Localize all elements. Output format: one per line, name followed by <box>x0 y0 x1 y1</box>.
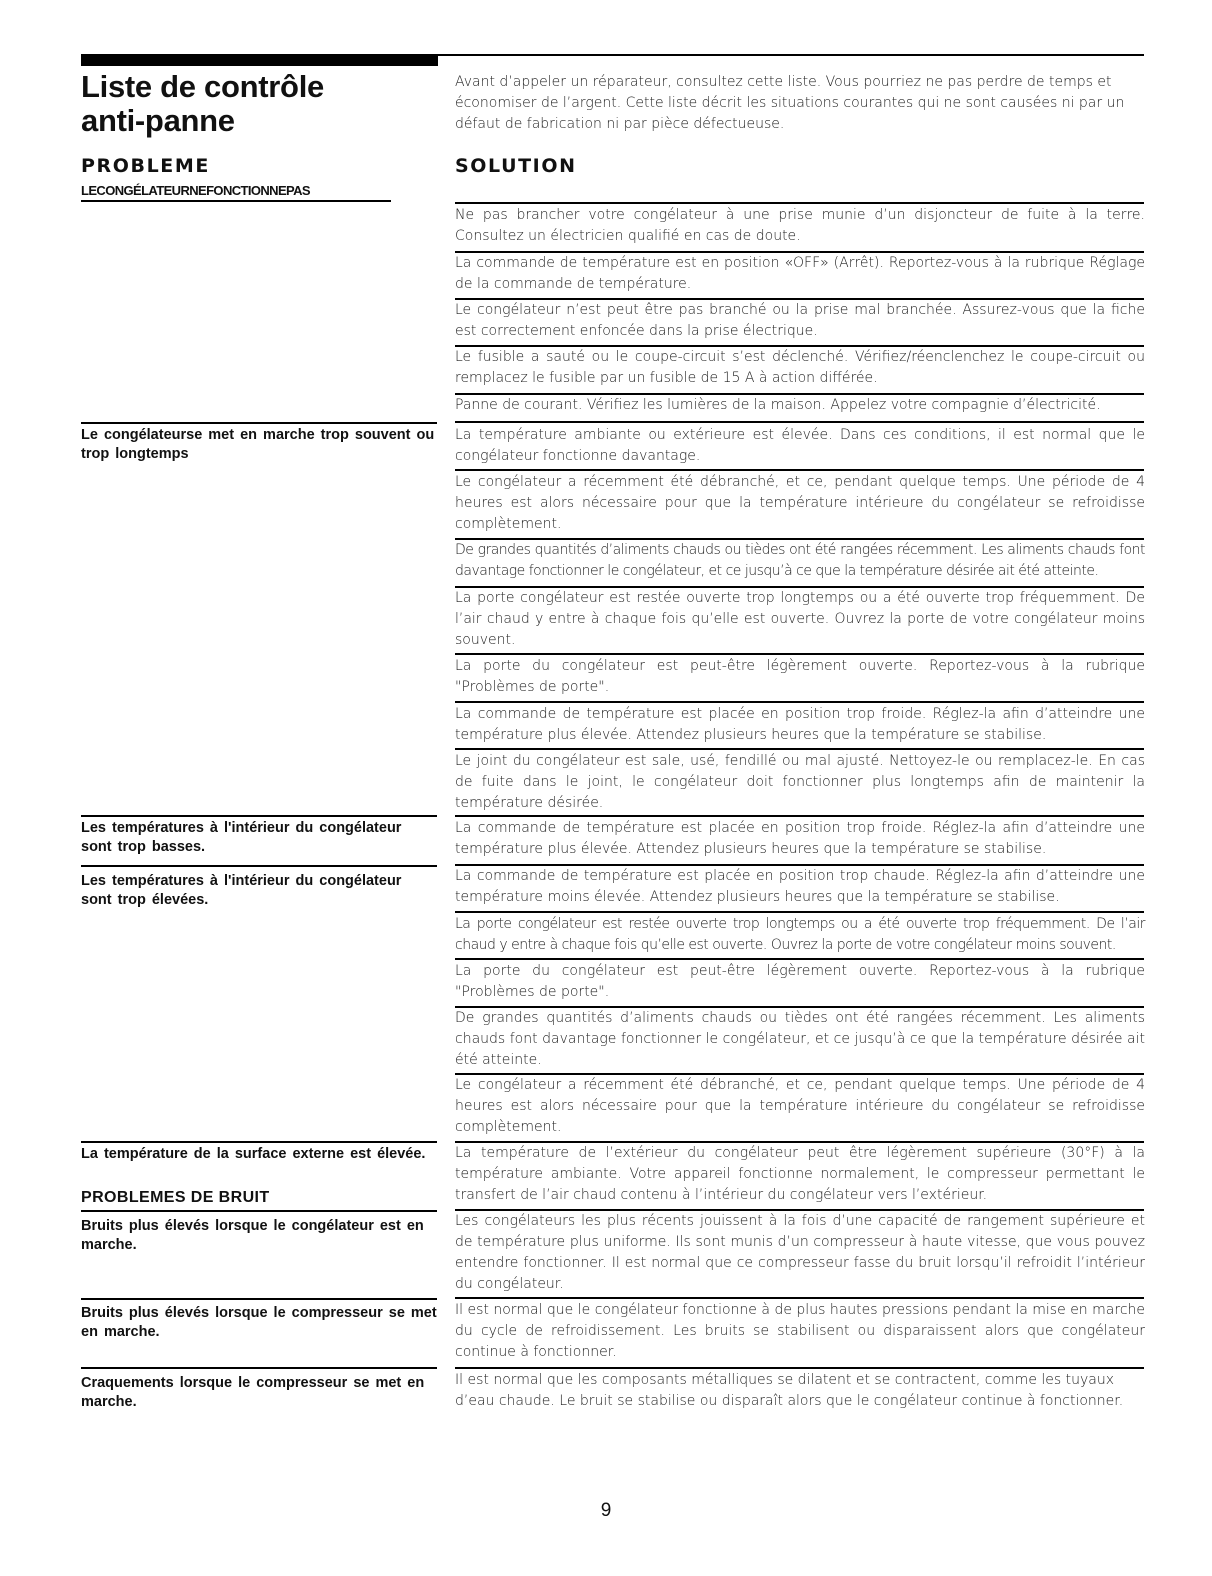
page-number: 9 <box>600 1500 612 1521</box>
problem-item-noise-compressor-start: Bruits plus élevés lorsque le compresseur se met en marche. <box>81 1305 437 1340</box>
solution-divider <box>455 815 1144 817</box>
solution-item: La commande de température est placée en position trop froide. Réglez-la afin d’atteindre une température plus élevée. Attendez plusieurs heures que la température se stabilise. <box>455 706 1145 743</box>
solution-divider <box>455 653 1144 655</box>
solution-item: La commande de température est placée en position trop froide. Réglez-la afin d’atteindre une température plus élevée. Attendez plusieurs heures que la température se stabilise. <box>455 820 1145 857</box>
problem-divider <box>81 422 437 424</box>
solution-item: Le fusible a sauté ou le coupe-circuit s’est déclenché. Vérifiez/réenclenchez le coupe-circuit ou remplacez le fusible par un fusible de 15 A à action différée. <box>455 349 1145 386</box>
section-heading-not-working: LECONGÉLATEURNEFONCTIONNEPAS <box>81 183 311 198</box>
solution-divider <box>455 958 1144 960</box>
solution-item: Le congélateur a récemment été débranché, et ce, pendant quelque temps. Une période de 4 heures est alors nécessaire pour que la température intérieure du congélateur se refroidisse complètement. <box>455 1077 1145 1135</box>
solution-item: Le joint du congélateur est sale, usé, fendillé ou mal ajusté. Nettoyez-le ou remplacez-le. En cas de fuite dans le joint, le congélateur doit fonctionner plus longtemps afin de maintenir la température désirée. <box>455 753 1145 811</box>
intro-text: Avant d’appeler un réparateur, consultez cette liste. Vous pourriez ne pas perdre de temps et économiser de l’argent. Cette liste décrit les situations courantes qui ne sont causées ni par un défaut de fabrication ni par pièce défectueuse. <box>455 74 1125 132</box>
solution-item: Panne de courant. Vérifiez les lumières de la maison. Appelez votre compagnie d’électricité. <box>455 397 1101 413</box>
problem-divider <box>81 1367 437 1369</box>
problem-divider <box>81 865 437 867</box>
solution-item: Il est normal que les composants métalliques se dilatent et se contractent, comme les tuyaux d’eau chaude. Le bruit se stabilise ou disparaît alors que le congélateur continue à fonctionner. <box>455 1372 1124 1409</box>
problem-item-runs-too-often: Le congélateurse met en marche trop souvent ou trop longtemps <box>81 427 435 462</box>
problem-divider <box>81 1210 437 1212</box>
solution-column-heading: SOLUTION <box>455 155 577 177</box>
solution-divider <box>455 202 1144 204</box>
solution-item: La température ambiante ou extérieure est élevée. Dans ces conditions, il est normal que le congélateur fonctionne davantage. <box>455 427 1145 464</box>
solution-item: La porte du congélateur est peut-être légèrement ouverte. Reportez-vous à la rubrique "Problèmes de porte". <box>455 658 1145 695</box>
problem-divider <box>81 815 437 817</box>
problem-column-heading: PROBLEME <box>81 155 210 177</box>
problem-item-temp-too-high: Les températures à l'intérieur du congélateur sont trop élevées. <box>81 873 402 908</box>
solution-item: La commande de température est en position «OFF» (Arrêt). Reportez-vous à la rubrique Réglage de la commande de température. <box>455 255 1145 292</box>
solution-item: Les congélateurs les plus récents jouissent à la fois d’une capacité de rangement supérieure et de température plus uniforme. Ils sont munis d’un compresseur à haute vitesse, que vous pouvez entendre fonctionner. Il est normal que ce compresseur fasse du bruit lorsqu’il refroidit l’intérieur du congélateur. <box>455 1213 1145 1292</box>
problem-divider <box>81 1298 437 1300</box>
solution-divider <box>455 469 1144 471</box>
title-line-2: anti-panne <box>81 103 235 138</box>
problem-item-external-surface-warm: La température de la surface externe est élevée. <box>81 1146 426 1162</box>
solution-item: De grandes quantités d’aliments chauds ou tièdes ont été rangées récemment. Les aliments chauds font davantage fonctionner le congélateur, et ce jusqu’à ce que la température désirée ait été atteinte. <box>455 1010 1145 1068</box>
solution-divider <box>455 911 1144 913</box>
solution-divider <box>455 1297 1144 1299</box>
solution-divider <box>455 748 1144 750</box>
page-title <box>81 70 441 138</box>
solution-item: La porte congélateur est restée ouverte trop longtemps ou a été ouverte trop fréquemment. De l’air chaud y entre à chaque fois qu’elle est ouverte. Ouvrez la porte de votre congélateur moins souvent. <box>455 916 1145 953</box>
solution-divider <box>455 701 1144 703</box>
solution-divider <box>455 1367 1144 1369</box>
header-rule <box>438 54 1144 56</box>
solution-item: Le congélateur a récemment été débranché, et ce, pendant quelque temps. Une période de 4 heures est alors nécessaire pour que la température intérieure du congélateur se refroidisse complètement. <box>455 474 1145 532</box>
header-bar <box>81 54 438 66</box>
problem-divider <box>81 1141 437 1143</box>
solution-item: La température de l’extérieur du congélateur peut être légèrement supérieure (30°F) à la température ambiante. Votre appareil fonctionne normalement, le compresseur permettant le transfert de l’air chaud contenu à l’intérieur du congélateur vers l’extérieur. <box>455 1145 1145 1203</box>
solution-item: Il est normal que le congélateur fonctionne à de plus hautes pressions pendant la mise en marche du cycle de refroidissement. Les bruits se stabilisent ou disparaissent alors que congélateur continue à fonctionner. <box>455 1302 1145 1360</box>
problem-item-temp-too-low: Les températures à l'intérieur du congélateur sont trop basses. <box>81 820 402 855</box>
problem-item-noise-running: Bruits plus élevés lorsque le congélateur est en marche. <box>81 1218 424 1253</box>
section-heading-noise: PROBLEMES DE BRUIT <box>81 1189 270 1206</box>
solution-item: La porte du congélateur est peut-être légèrement ouverte. Reportez-vous à la rubrique "Problèmes de porte". <box>455 963 1145 1000</box>
solution-item: De grandes quantités d’aliments chauds ou tièdes ont été rangées récemment. Les aliments chauds font davantage fonctionner le congélateur, et ce jusqu’à ce que la température désirée ait été atteinte. <box>455 542 1145 579</box>
problem-item-crackling: Craquements lorsque le compresseur se met en marche. <box>81 1375 425 1410</box>
solution-item: La commande de température est placée en position trop chaude. Réglez-la afin d’atteindre une température moins élevée. Attendez plusieurs heures que la température se stabilise. <box>455 868 1145 905</box>
solution-item: Ne pas brancher votre congélateur à une prise munie d’un disjoncteur de fuite à la terre. Consultez un électricien qualifié en cas de doute. <box>455 207 1145 244</box>
solution-item: La porte congélateur est restée ouverte trop longtemps ou a été ouverte trop fréquemment. De l’air chaud y entre à chaque fois qu’elle est ouverte. Ouvrez la porte de votre congélateur moins souvent. <box>455 590 1145 648</box>
title-line-1: Liste de contrôle <box>81 69 324 104</box>
solution-item: Le congélateur n’est peut être pas branché ou la prise mal branchée. Assurez-vous que la fiche est correctement enfoncée dans la prise électrique. <box>455 302 1145 339</box>
solution-divider <box>455 421 1144 423</box>
section-rule <box>81 200 391 202</box>
